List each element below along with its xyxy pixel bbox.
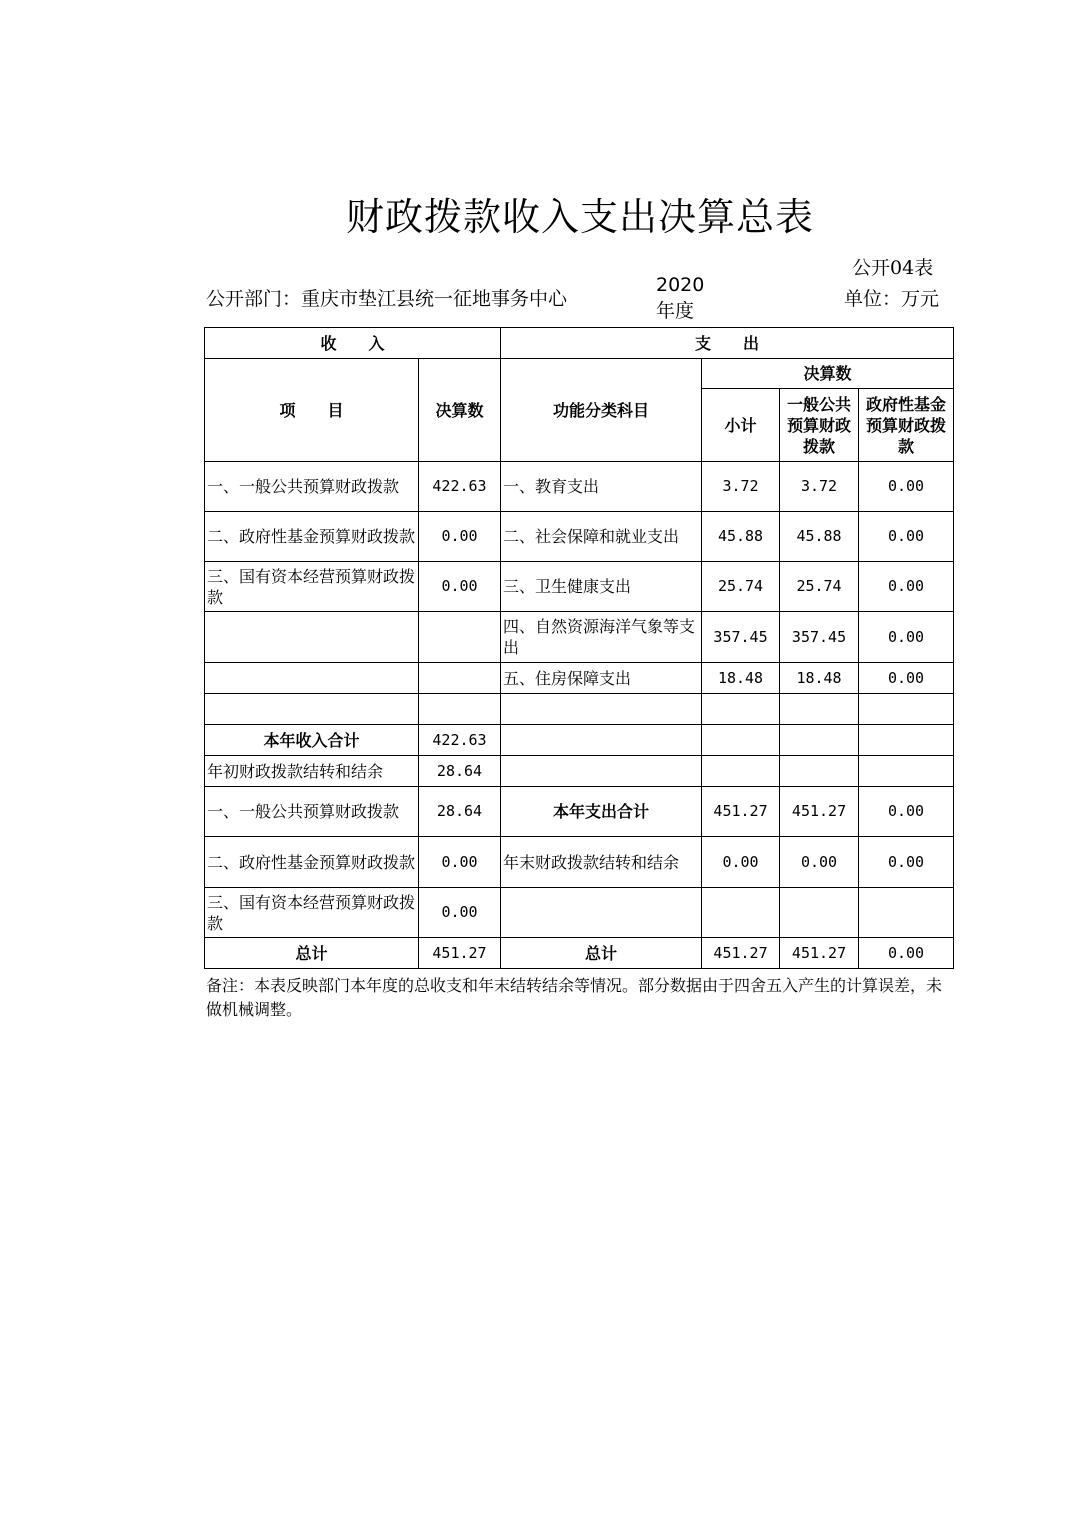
unit-label: 单位：万元 xyxy=(844,288,940,310)
table-row xyxy=(205,562,954,612)
general-budget-cell xyxy=(780,756,859,787)
footnote: 备注：本表反映部门本年度的总收支和年末结转结余等情况。部分数据由于四舍五入产生的计算误差，未做机械调整。 xyxy=(206,976,943,1019)
general-budget-cell xyxy=(780,694,859,725)
income-header: 收 入 xyxy=(205,328,501,359)
expense-item-cell xyxy=(501,694,702,725)
year-label: 2020年度 xyxy=(656,274,705,322)
general-budget-cell xyxy=(780,725,859,756)
general-budget-cell xyxy=(780,888,859,938)
income-item-cell: 年初财政拨款结转和结余 xyxy=(205,756,419,787)
table-row xyxy=(205,837,954,888)
department-label: 公开部门：重庆市垫江县统一征地事务中心 xyxy=(206,288,568,310)
expense-item-cell xyxy=(501,756,702,787)
fund-budget-cell: 0.00 xyxy=(859,562,954,612)
general-budget-header: 一般公共预算财政拨款 xyxy=(780,389,859,462)
form-code: 公开04表 xyxy=(852,257,934,279)
income-amount-cell xyxy=(419,694,501,725)
budget-table xyxy=(204,327,954,969)
subtotal-cell xyxy=(702,888,780,938)
final-amount-header: 决算数 xyxy=(702,359,954,389)
table-row xyxy=(205,756,954,787)
fund-budget-cell: 0.00 xyxy=(859,837,954,888)
expense-item-cell: 一、教育支出 xyxy=(501,462,702,512)
income-amount-cell xyxy=(419,663,501,694)
function-category-header: 功能分类科目 xyxy=(501,359,702,462)
income-amount-cell: 422.63 xyxy=(419,462,501,512)
subtotal-cell: 25.74 xyxy=(702,562,780,612)
subtotal-cell xyxy=(702,694,780,725)
income-amount-cell xyxy=(419,612,501,663)
fund-budget-cell xyxy=(859,694,954,725)
income-amount-cell: 0.00 xyxy=(419,512,501,562)
fund-budget-cell xyxy=(859,756,954,787)
table-row xyxy=(205,663,954,694)
subtotal-cell: 45.88 xyxy=(702,512,780,562)
income-amount-cell: 0.00 xyxy=(419,837,501,888)
fund-budget-cell: 0.00 xyxy=(859,938,954,969)
expense-item-cell: 三、卫生健康支出 xyxy=(501,562,702,612)
subtotal-cell: 0.00 xyxy=(702,837,780,888)
subtotal-cell: 3.72 xyxy=(702,462,780,512)
expense-item-cell: 四、自然资源海洋气象等支出 xyxy=(501,612,702,663)
income-item-cell: 二、政府性基金预算财政拨款 xyxy=(205,837,419,888)
income-amount-cell: 0.00 xyxy=(419,562,501,612)
subtotal-cell xyxy=(702,725,780,756)
subtotal-cell: 451.27 xyxy=(702,787,780,837)
fund-budget-cell: 0.00 xyxy=(859,663,954,694)
income-amount-cell: 28.64 xyxy=(419,756,501,787)
table-row xyxy=(205,888,954,938)
general-budget-cell: 45.88 xyxy=(780,512,859,562)
table-row xyxy=(205,787,954,837)
income-item-cell: 三、国有资本经营预算财政拨款 xyxy=(205,888,419,938)
subtotal-header: 小计 xyxy=(702,389,780,462)
income-amount-cell: 422.63 xyxy=(419,725,501,756)
income-item-cell: 三、国有资本经营预算财政拨款 xyxy=(205,562,419,612)
income-item-cell: 本年收入合计 xyxy=(205,725,419,756)
expense-item-cell xyxy=(501,888,702,938)
expense-item-cell: 总计 xyxy=(501,938,702,969)
expense-item-cell: 年末财政拨款结转和结余 xyxy=(501,837,702,888)
income-item-cell xyxy=(205,694,419,725)
subtotal-cell: 357.45 xyxy=(702,612,780,663)
income-item-cell xyxy=(205,612,419,663)
table-row xyxy=(205,612,954,663)
expense-header: 支 出 xyxy=(501,328,954,359)
fund-budget-header: 政府性基金预算财政拨款 xyxy=(859,389,954,462)
table-row xyxy=(205,512,954,562)
expense-item-cell xyxy=(501,725,702,756)
table-row xyxy=(205,725,954,756)
fund-budget-cell: 0.00 xyxy=(859,462,954,512)
general-budget-cell: 451.27 xyxy=(780,787,859,837)
item-header: 项 目 xyxy=(205,359,419,462)
income-item-cell: 一、一般公共预算财政拨款 xyxy=(205,462,419,512)
table-row xyxy=(205,694,954,725)
income-amount-cell: 451.27 xyxy=(419,938,501,969)
income-item-cell: 总计 xyxy=(205,938,419,969)
subtotal-cell: 451.27 xyxy=(702,938,780,969)
expense-item-cell: 五、住房保障支出 xyxy=(501,663,702,694)
table-row xyxy=(205,462,954,512)
general-budget-cell: 451.27 xyxy=(780,938,859,969)
table-row xyxy=(205,938,954,969)
fund-budget-cell: 0.00 xyxy=(859,512,954,562)
general-budget-cell: 0.00 xyxy=(780,837,859,888)
expense-item-cell: 本年支出合计 xyxy=(501,787,702,837)
subtotal-cell: 18.48 xyxy=(702,663,780,694)
expense-item-cell: 二、社会保障和就业支出 xyxy=(501,512,702,562)
income-item-cell: 一、一般公共预算财政拨款 xyxy=(205,787,419,837)
fund-budget-cell xyxy=(859,888,954,938)
page-title: 财政拨款收入支出决算总表 xyxy=(345,195,814,239)
fund-budget-cell: 0.00 xyxy=(859,787,954,837)
fund-budget-cell xyxy=(859,725,954,756)
general-budget-cell: 25.74 xyxy=(780,562,859,612)
general-budget-cell: 357.45 xyxy=(780,612,859,663)
subtotal-cell xyxy=(702,756,780,787)
income-amount-cell: 0.00 xyxy=(419,888,501,938)
fund-budget-cell: 0.00 xyxy=(859,612,954,663)
income-item-cell xyxy=(205,663,419,694)
general-budget-cell: 18.48 xyxy=(780,663,859,694)
general-budget-cell: 3.72 xyxy=(780,462,859,512)
amount-header: 决算数 xyxy=(419,359,501,462)
income-amount-cell: 28.64 xyxy=(419,787,501,837)
income-item-cell: 二、政府性基金预算财政拨款 xyxy=(205,512,419,562)
